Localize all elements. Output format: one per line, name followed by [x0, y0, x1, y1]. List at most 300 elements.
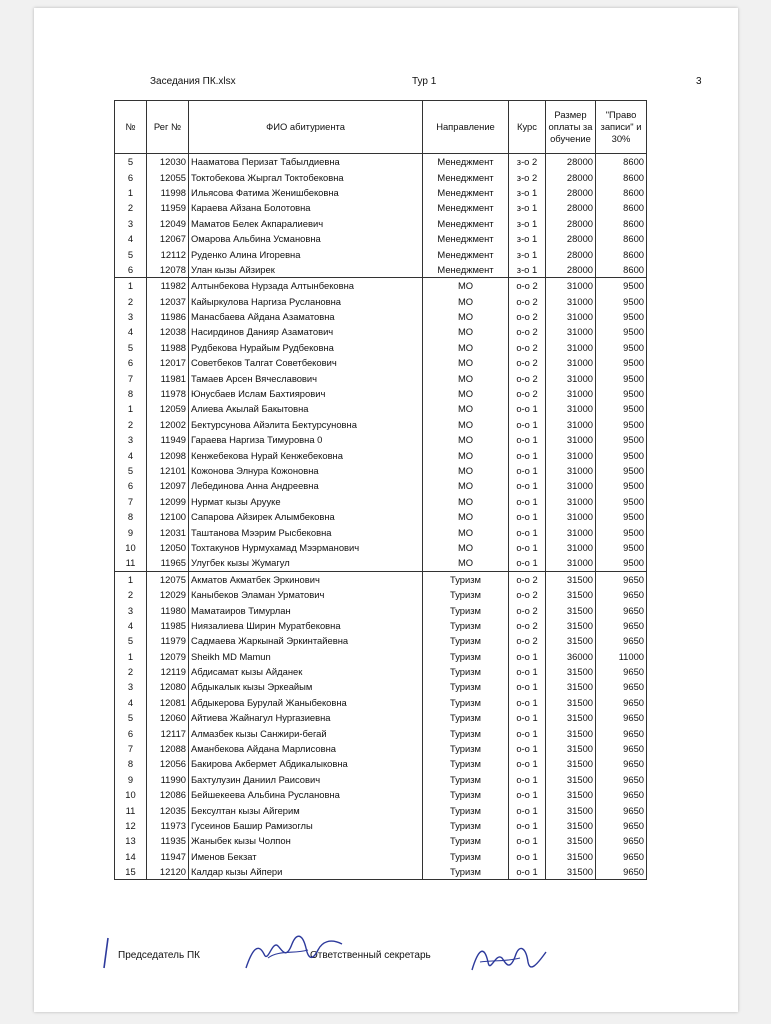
table-row	[115, 725, 647, 740]
table-row	[115, 849, 647, 864]
cell-reg-number: 12056	[147, 756, 189, 771]
cell-right-30: 9500	[596, 386, 647, 401]
cell-number: 2	[115, 664, 147, 679]
cell-number: 3	[115, 679, 147, 694]
cell-course: о-о 1	[509, 494, 546, 509]
table-row	[115, 154, 647, 170]
cell-tuition: 31000	[546, 386, 596, 401]
table-row	[115, 494, 647, 509]
cell-reg-number: 11985	[147, 618, 189, 633]
table-row	[115, 509, 647, 524]
table-row	[115, 294, 647, 309]
cell-reg-number: 12080	[147, 679, 189, 694]
cell-full-name: Бектурсунова Айэлита Бектурсуновна	[189, 417, 423, 432]
cell-right-30: 9650	[596, 756, 647, 771]
table-row	[115, 818, 647, 833]
cell-reg-number: 12059	[147, 401, 189, 416]
cell-right-30: 9650	[596, 602, 647, 617]
cell-full-name: Аманбекова Айдана Марлисовна	[189, 741, 423, 756]
cell-tuition: 31500	[546, 602, 596, 617]
cell-direction: МО	[423, 340, 509, 355]
cell-number: 3	[115, 602, 147, 617]
cell-course: о-о 2	[509, 571, 546, 587]
cell-tuition: 31000	[546, 340, 596, 355]
table-row	[115, 231, 647, 246]
cell-tuition: 31500	[546, 710, 596, 725]
cell-number: 8	[115, 386, 147, 401]
cell-reg-number: 11965	[147, 555, 189, 571]
cell-full-name: Алтынбекова Нурзада Алтынбековна	[189, 278, 423, 294]
cell-tuition: 31500	[546, 802, 596, 817]
cell-right-30: 8600	[596, 262, 647, 278]
cell-right-30: 9650	[596, 802, 647, 817]
cell-full-name: Нурмат кызы Арууке	[189, 494, 423, 509]
cell-tuition: 31500	[546, 664, 596, 679]
cell-full-name: Караева Айзана Болотовна	[189, 200, 423, 215]
cell-reg-number: 11980	[147, 602, 189, 617]
cell-direction: МО	[423, 309, 509, 324]
cell-tuition: 31000	[546, 417, 596, 432]
cell-number: 6	[115, 725, 147, 740]
cell-full-name: Руденко Алина Игоревна	[189, 246, 423, 261]
table-row	[115, 355, 647, 370]
cell-right-30: 9650	[596, 725, 647, 740]
cell-direction: Туризм	[423, 633, 509, 648]
table-row	[115, 524, 647, 539]
cell-reg-number: 11979	[147, 633, 189, 648]
cell-full-name: Абдыкерова Бурулай Жаныбековна	[189, 695, 423, 710]
cell-reg-number: 12035	[147, 802, 189, 817]
cell-full-name: Маматов Белек Акпаралиевич	[189, 216, 423, 231]
cell-full-name: Токтобекова Жыргал Токтобековна	[189, 169, 423, 184]
cell-right-30: 9650	[596, 833, 647, 848]
cell-right-30: 8600	[596, 200, 647, 215]
cell-reg-number: 12098	[147, 447, 189, 462]
cell-number: 14	[115, 849, 147, 864]
table-row	[115, 417, 647, 432]
cell-number: 11	[115, 555, 147, 571]
cell-reg-number: 12099	[147, 494, 189, 509]
table-row	[115, 756, 647, 771]
col-header-course: Курс	[509, 101, 546, 154]
cell-number: 6	[115, 478, 147, 493]
cell-tuition: 31500	[546, 618, 596, 633]
cell-full-name: Ниязалиева Ширин Муратбековна	[189, 618, 423, 633]
cell-right-30: 8600	[596, 231, 647, 246]
cell-number: 5	[115, 154, 147, 170]
cell-course: о-о 1	[509, 478, 546, 493]
cell-course: о-о 1	[509, 849, 546, 864]
table-row	[115, 200, 647, 215]
cell-number: 4	[115, 695, 147, 710]
cell-number: 4	[115, 618, 147, 633]
cell-direction: Туризм	[423, 710, 509, 725]
cell-course: о-о 1	[509, 664, 546, 679]
cell-right-30: 8600	[596, 185, 647, 200]
cell-course: о-о 1	[509, 695, 546, 710]
cell-number: 7	[115, 494, 147, 509]
cell-course: о-о 2	[509, 618, 546, 633]
cell-number: 4	[115, 324, 147, 339]
cell-reg-number: 12030	[147, 154, 189, 170]
cell-direction: МО	[423, 463, 509, 478]
cell-number: 3	[115, 216, 147, 231]
cell-number: 1	[115, 185, 147, 200]
table-row	[115, 787, 647, 802]
cell-direction: МО	[423, 370, 509, 385]
cell-right-30: 9650	[596, 772, 647, 787]
cell-number: 7	[115, 741, 147, 756]
cell-direction: Туризм	[423, 772, 509, 787]
cell-course: о-о 1	[509, 818, 546, 833]
cell-tuition: 31000	[546, 540, 596, 555]
table-row	[115, 555, 647, 571]
cell-direction: МО	[423, 294, 509, 309]
cell-tuition: 31500	[546, 633, 596, 648]
cell-right-30: 9650	[596, 849, 647, 864]
cell-direction: Туризм	[423, 818, 509, 833]
cell-tuition: 31000	[546, 494, 596, 509]
cell-reg-number: 12002	[147, 417, 189, 432]
cell-course: з-о 1	[509, 231, 546, 246]
cell-right-30: 9650	[596, 864, 647, 880]
cell-direction: Туризм	[423, 649, 509, 664]
cell-tuition: 31000	[546, 555, 596, 571]
cell-course: о-о 1	[509, 649, 546, 664]
cell-tuition: 28000	[546, 246, 596, 261]
cell-right-30: 9650	[596, 618, 647, 633]
cell-right-30: 9650	[596, 571, 647, 587]
cell-reg-number: 12075	[147, 571, 189, 587]
cell-right-30: 9650	[596, 633, 647, 648]
cell-reg-number: 12119	[147, 664, 189, 679]
cell-tuition: 31500	[546, 818, 596, 833]
cell-direction: Туризм	[423, 618, 509, 633]
cell-right-30: 9650	[596, 679, 647, 694]
cell-direction: Менеджмент	[423, 262, 509, 278]
cell-tuition: 31000	[546, 509, 596, 524]
cell-course: з-о 1	[509, 216, 546, 231]
cell-direction: МО	[423, 540, 509, 555]
cell-reg-number: 11973	[147, 818, 189, 833]
cell-number: 2	[115, 417, 147, 432]
cell-reg-number: 12086	[147, 787, 189, 802]
cell-right-30: 9500	[596, 555, 647, 571]
cell-direction: МО	[423, 447, 509, 462]
cell-right-30: 9500	[596, 540, 647, 555]
cell-number: 11	[115, 802, 147, 817]
cell-number: 1	[115, 401, 147, 416]
cell-course: о-о 2	[509, 355, 546, 370]
cell-direction: Туризм	[423, 571, 509, 587]
cell-course: о-о 2	[509, 309, 546, 324]
cell-course: о-о 1	[509, 725, 546, 740]
cell-number: 1	[115, 571, 147, 587]
cell-tuition: 28000	[546, 185, 596, 200]
cell-right-30: 8600	[596, 154, 647, 170]
cell-reg-number: 11978	[147, 386, 189, 401]
cell-direction: Туризм	[423, 679, 509, 694]
cell-full-name: Бахтулузин Даниил Раисович	[189, 772, 423, 787]
cell-number: 3	[115, 432, 147, 447]
cell-direction: Менеджмент	[423, 216, 509, 231]
cell-direction: МО	[423, 386, 509, 401]
cell-full-name: Нааматова Перизат Табылдиевна	[189, 154, 423, 170]
cell-direction: Туризм	[423, 602, 509, 617]
cell-tuition: 36000	[546, 649, 596, 664]
cell-right-30: 9500	[596, 370, 647, 385]
cell-reg-number: 12050	[147, 540, 189, 555]
cell-direction: Туризм	[423, 864, 509, 880]
cell-tuition: 31000	[546, 294, 596, 309]
cell-full-name: Тохтакунов Нурмухамад Мээрманович	[189, 540, 423, 555]
table-row	[115, 587, 647, 602]
cell-number: 5	[115, 710, 147, 725]
cell-tuition: 31500	[546, 756, 596, 771]
cell-direction: Туризм	[423, 802, 509, 817]
cell-right-30: 9500	[596, 294, 647, 309]
cell-course: о-о 2	[509, 386, 546, 401]
cell-full-name: Бейшекеева Альбина Руслановна	[189, 787, 423, 802]
cell-direction: МО	[423, 478, 509, 493]
cell-course: о-о 1	[509, 555, 546, 571]
cell-right-30: 9650	[596, 741, 647, 756]
cell-direction: Менеджмент	[423, 185, 509, 200]
cell-course: з-о 1	[509, 200, 546, 215]
cell-tuition: 31000	[546, 478, 596, 493]
chair-signature	[238, 920, 348, 980]
cell-right-30: 9500	[596, 417, 647, 432]
cell-number: 8	[115, 509, 147, 524]
cell-reg-number: 12078	[147, 262, 189, 278]
table-row	[115, 540, 647, 555]
cell-direction: МО	[423, 432, 509, 447]
cell-course: о-о 1	[509, 417, 546, 432]
cell-course: о-о 1	[509, 540, 546, 555]
table-row	[115, 864, 647, 880]
cell-direction: Менеджмент	[423, 154, 509, 170]
cell-direction: Туризм	[423, 833, 509, 848]
cell-course: о-о 2	[509, 370, 546, 385]
cell-tuition: 31000	[546, 432, 596, 447]
cell-tuition: 31500	[546, 849, 596, 864]
cell-number: 7	[115, 370, 147, 385]
cell-right-30: 9500	[596, 494, 647, 509]
table-body	[115, 154, 647, 880]
table-row	[115, 649, 647, 664]
cell-right-30: 9500	[596, 401, 647, 416]
cell-number: 9	[115, 772, 147, 787]
cell-tuition: 31500	[546, 587, 596, 602]
cell-full-name: Маматаиров Тимурлан	[189, 602, 423, 617]
table-row	[115, 602, 647, 617]
cell-full-name: Улан кызы Айзирек	[189, 262, 423, 278]
cell-full-name: Алиева Акылай Бакытовна	[189, 401, 423, 416]
cell-course: о-о 2	[509, 602, 546, 617]
cell-course: о-о 1	[509, 447, 546, 462]
table-row	[115, 463, 647, 478]
cell-tuition: 31500	[546, 864, 596, 880]
cell-full-name: Абдыкалык кызы Эркеайым	[189, 679, 423, 694]
secretary-signature	[462, 932, 552, 982]
cell-full-name: Гусеинов Башир Рамизоглы	[189, 818, 423, 833]
table-row	[115, 401, 647, 416]
cell-direction: Туризм	[423, 587, 509, 602]
cell-right-30: 9500	[596, 355, 647, 370]
cell-reg-number: 11998	[147, 185, 189, 200]
cell-full-name: Тамаев Арсен Вячеславович	[189, 370, 423, 385]
cell-course: о-о 1	[509, 864, 546, 880]
cell-direction: МО	[423, 509, 509, 524]
cell-number: 6	[115, 169, 147, 184]
cell-right-30: 9500	[596, 340, 647, 355]
cell-tuition: 31000	[546, 324, 596, 339]
cell-course: о-о 1	[509, 509, 546, 524]
cell-number: 15	[115, 864, 147, 880]
table-row	[115, 386, 647, 401]
cell-direction: МО	[423, 494, 509, 509]
cell-reg-number: 12029	[147, 587, 189, 602]
cell-full-name: Айтиева Жайнагул Нургазиевна	[189, 710, 423, 725]
table-row	[115, 679, 647, 694]
cell-tuition: 31000	[546, 370, 596, 385]
cell-course: о-о 2	[509, 278, 546, 294]
cell-reg-number: 11959	[147, 200, 189, 215]
cell-full-name: Улугбек кызы Жумагул	[189, 555, 423, 571]
cell-reg-number: 11935	[147, 833, 189, 848]
table-row	[115, 370, 647, 385]
cell-course: з-о 2	[509, 169, 546, 184]
pen-mark	[96, 934, 116, 974]
cell-right-30: 9500	[596, 463, 647, 478]
table-row	[115, 262, 647, 278]
cell-reg-number: 12081	[147, 695, 189, 710]
cell-tuition: 31500	[546, 725, 596, 740]
page-number: 3	[696, 76, 702, 87]
chair-label: Председатель ПК	[118, 950, 200, 961]
table-row	[115, 833, 647, 848]
cell-right-30: 9500	[596, 478, 647, 493]
cell-course: о-о 2	[509, 340, 546, 355]
cell-tuition: 31500	[546, 679, 596, 694]
cell-reg-number: 12060	[147, 710, 189, 725]
cell-reg-number: 11988	[147, 340, 189, 355]
cell-tuition: 28000	[546, 262, 596, 278]
cell-direction: Менеджмент	[423, 231, 509, 246]
cell-full-name: Советбеков Талгат Советбекович	[189, 355, 423, 370]
cell-reg-number: 12017	[147, 355, 189, 370]
col-header-reg-number: Рег №	[147, 101, 189, 154]
table-row	[115, 324, 647, 339]
cell-course: о-о 1	[509, 741, 546, 756]
table-row	[115, 340, 647, 355]
cell-right-30: 9500	[596, 524, 647, 539]
cell-number: 2	[115, 587, 147, 602]
table-row	[115, 169, 647, 184]
cell-full-name: Сапарова Айзирек Алымбековна	[189, 509, 423, 524]
cell-full-name: Лебединова Анна Андреевна	[189, 478, 423, 493]
cell-number: 8	[115, 756, 147, 771]
table-row	[115, 664, 647, 679]
cell-full-name: Бакирова Акбермет Абдикалыковна	[189, 756, 423, 771]
cell-right-30: 9500	[596, 324, 647, 339]
cell-reg-number: 12038	[147, 324, 189, 339]
cell-number: 13	[115, 833, 147, 848]
cell-direction: Туризм	[423, 787, 509, 802]
cell-right-30: 9650	[596, 818, 647, 833]
cell-direction: МО	[423, 355, 509, 370]
cell-tuition: 31000	[546, 278, 596, 294]
cell-full-name: Калдар кызы Айпери	[189, 864, 423, 880]
applicants-table	[114, 100, 647, 880]
cell-course: о-о 2	[509, 294, 546, 309]
table-row	[115, 185, 647, 200]
cell-tuition: 31500	[546, 741, 596, 756]
cell-reg-number: 12100	[147, 509, 189, 524]
cell-course: о-о 1	[509, 756, 546, 771]
table-row	[115, 216, 647, 231]
cell-tuition: 31500	[546, 833, 596, 848]
cell-right-30: 9500	[596, 309, 647, 324]
cell-right-30: 9500	[596, 447, 647, 462]
cell-direction: Менеджмент	[423, 246, 509, 261]
cell-full-name: Омарова Альбина Усмановна	[189, 231, 423, 246]
cell-tuition: 31500	[546, 787, 596, 802]
cell-full-name: Манасбаева Айдана Азаматовна	[189, 309, 423, 324]
table-row	[115, 447, 647, 462]
cell-full-name: Рудбекова Нурайым Рудбековна	[189, 340, 423, 355]
cell-reg-number: 12079	[147, 649, 189, 664]
cell-full-name: Жаныбек кызы Чолпон	[189, 833, 423, 848]
col-header-number: №	[115, 101, 147, 154]
cell-tuition: 31000	[546, 524, 596, 539]
cell-tuition: 28000	[546, 169, 596, 184]
cell-reg-number: 12120	[147, 864, 189, 880]
cell-right-30: 9500	[596, 278, 647, 294]
cell-full-name: Насирдинов Данияр Азаматович	[189, 324, 423, 339]
table-row	[115, 246, 647, 261]
cell-number: 4	[115, 447, 147, 462]
cell-full-name: Sheikh MD Mamun	[189, 649, 423, 664]
cell-direction: МО	[423, 555, 509, 571]
cell-course: о-о 1	[509, 833, 546, 848]
cell-direction: МО	[423, 524, 509, 539]
cell-right-30: 9650	[596, 587, 647, 602]
table-row	[115, 633, 647, 648]
cell-reg-number: 11990	[147, 772, 189, 787]
cell-direction: МО	[423, 401, 509, 416]
cell-direction: Туризм	[423, 849, 509, 864]
cell-right-30: 8600	[596, 216, 647, 231]
cell-reg-number: 12037	[147, 294, 189, 309]
cell-reg-number: 12049	[147, 216, 189, 231]
cell-tuition: 31000	[546, 401, 596, 416]
table-row	[115, 618, 647, 633]
cell-tuition: 31000	[546, 463, 596, 478]
table-row	[115, 772, 647, 787]
table-row	[115, 695, 647, 710]
cell-direction: Туризм	[423, 695, 509, 710]
cell-number: 5	[115, 463, 147, 478]
cell-course: з-о 1	[509, 185, 546, 200]
cell-full-name: Абдисамат кызы Айданек	[189, 664, 423, 679]
cell-right-30: 9500	[596, 509, 647, 524]
cell-full-name: Кожонова Элнура Кожоновна	[189, 463, 423, 478]
cell-number: 10	[115, 787, 147, 802]
col-header-direction: Направление	[423, 101, 509, 154]
table-row	[115, 571, 647, 587]
cell-direction: Туризм	[423, 664, 509, 679]
